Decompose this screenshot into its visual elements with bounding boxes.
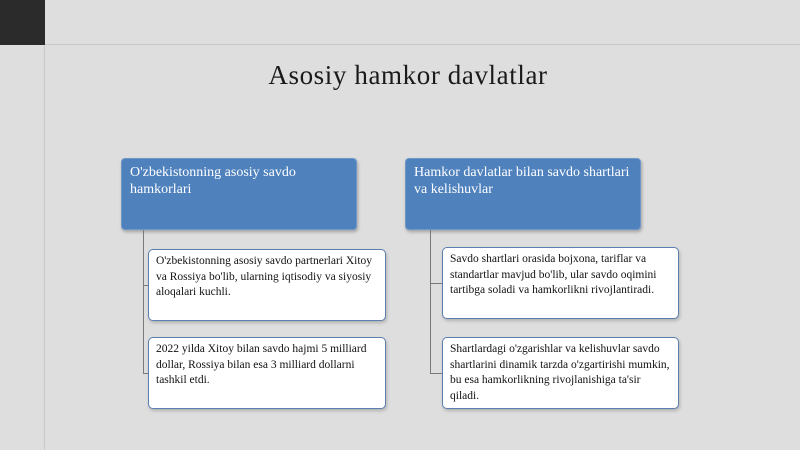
card-main-partners: O'zbekistonning asosiy savdo partnerlari Xitoy va Rossiya bo'lib, ularning iqtisodiy va siyosiy aloqalari kuchli. bbox=[148, 249, 386, 321]
slide-left-rule bbox=[44, 45, 45, 450]
slide-title: Asosiy hamkor davlatlar bbox=[268, 60, 548, 90]
column-header-trade-terms: Hamkor davlatlar bilan savdo shartlari va kelishuvlar bbox=[405, 158, 641, 230]
connector-line-right bbox=[430, 230, 431, 373]
connector-tick-right-2 bbox=[430, 373, 442, 374]
card-agreement-changes: Shartlardagi o'zgarishlar va kelishuvlar savdo shartlarini dinamik tarzda o'zgartirishi mumkin, bu esa hamkorlikning rivojlanishiga ta'sir qiladi. bbox=[442, 337, 679, 409]
column-header-trade-partners: O'zbekistonning asosiy savdo hamkorlari bbox=[121, 158, 357, 230]
connector-line-left bbox=[143, 230, 144, 373]
slide-corner-block bbox=[0, 0, 45, 45]
card-trade-volume: 2022 yilda Xitoy bilan savdo hajmi 5 milliard dollar, Rossiya bilan esa 3 milliard dollarni tashkil etdi. bbox=[148, 337, 386, 409]
card-trade-conditions: Savdo shartlari orasida bojxona, tariflar va standartlar mavjud bo'lib, ular savdo oqimini tartibga soladi va hamkorlikni rivojlantiradi. bbox=[442, 247, 679, 319]
connector-tick-right-1 bbox=[430, 283, 442, 284]
slide-top-rule bbox=[45, 44, 800, 45]
